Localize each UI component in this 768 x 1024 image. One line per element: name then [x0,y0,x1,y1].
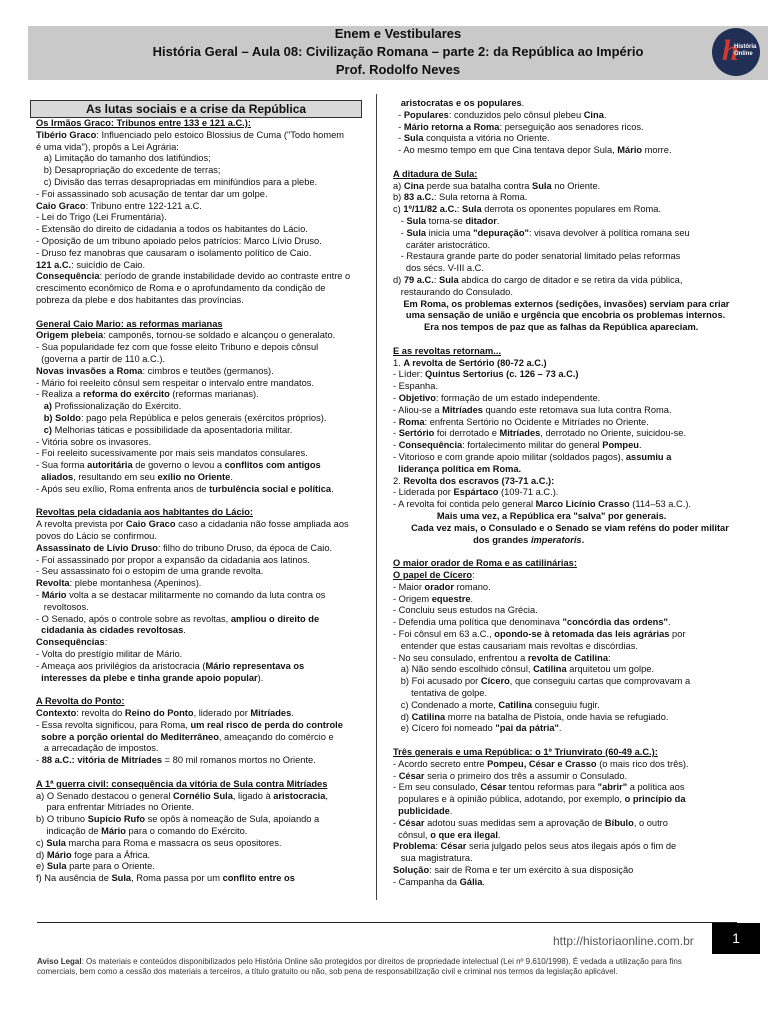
text-line: cidadania às cidades revoltosas. [41,625,186,636]
text-line: aristocratas e os populares. [400,98,525,108]
text-line: - Origem equestre. [393,593,474,604]
text-line: - Seu assassinato foi o estopim de uma grande revolta. [36,566,264,577]
text-line: - Mário foi reeleito cônsul sem respeitar o intervalo entre mandatos. [36,377,315,388]
text-line: b) Soldo: pago pela República e pelos generais (exércitos próprios). [43,413,327,423]
text-line: a arrecadação de impostos. [36,743,159,754]
text-line: - César seria o primeiro dos três a assumir o Consulado. [393,770,628,781]
text-line: - Consequência: fortalecimento militar do general Pompeu. [393,440,642,451]
section-title-box: As lutas sociais e a crise da República [30,100,362,118]
text-line: O maior orador de Roma e as catilinárias: [393,558,577,569]
text-line: - Roma: enfrenta Sertório no Ocidente e Mitríades no Oriente. [393,416,649,427]
text-line: - Objetivo: formação de um estado independente. [393,393,601,403]
text-line: General Caio Mario: as reformas marianas [36,318,223,329]
text-line: - Essa revolta significou, para Roma, um real risco de perda do controle [36,719,343,730]
text-line: - Sula inicia uma "depuração": visava devolver à política romana seu [393,227,690,238]
text-line: A Revolta do Ponto: [36,696,125,707]
text-line: povos do Lácio se confirmou. [36,531,157,541]
text-line: Novas invasões a Roma: cimbros e teutões (germanos). [36,365,274,376]
text-line: liderança política em Roma. [398,463,522,474]
text-line: f) Na ausência de Sula, Roma passa por um conflito entre os [36,873,295,884]
text-line: crescimento econômico de Roma e o aprofundamento da condição de [36,283,326,294]
text-line: Revolta: plebe montanhesa (Apeninos). [36,578,202,589]
text-line: - Druso fez manobras que causaram o isolamento político de Caio. [36,247,312,258]
text-line: b) Foi acusado por Cícero, que conseguiu cartas que comprovavam a [393,676,691,687]
text-line: - Mário volta a se destacar militarmente no comando da luta contra os [36,590,326,600]
text-line: - Realiza a reforma do exército (reformas marianas). [36,389,259,400]
text-line: - Sertório foi derrotado e Mitríades, derrotado no Oriente, suicidou-se. [393,428,687,439]
text-line: - Foi reeleito sucessivamente por mais seis mandatos consulares. [36,448,308,459]
text-line: a) Profissionalização do Exército. [43,401,182,412]
text-line: (governa a partir de 110 a.C.). [36,354,166,364]
text-line: a) Limitação do tamanho dos latifúndios; [36,153,211,164]
text-line: A 1ª guerra civil: consequência da vitória de Sula contra Mitríades [36,778,328,789]
text-line: - Sula conquista a vitória no Oriente. [393,133,550,144]
text-line: - Extensão do direito de cidadania a todos os habitantes do Lácio. [36,224,308,235]
text-line: populares e à opinião pública, adotando, por exemplo, o princípio da [393,794,686,805]
footer-rule [37,922,737,923]
text-line: restaurando do Consulado. [393,286,513,297]
text-line: - Acordo secreto entre Pompeu, César e Crasso (o mais rico dos três). [393,758,689,769]
historia-online-logo [712,28,760,76]
text-line: - Concluiu seus estudos na Grécia. [393,605,538,616]
text-line: b) O tribuno Supício Rufo se opôs à nomeação de Sula, apoiando a [36,814,320,825]
text-line: - Sua popularidade fez com que fosse eleito Tribuno e depois cônsul [36,342,319,353]
text-line: b) 83 a.C.: Sula retorna à Roma. [393,192,528,203]
header-title: Enem e Vestibulares [334,26,462,41]
text-line: - Mário retorna a Roma: perseguição aos senadores ricos. [393,121,644,132]
text-line: Revoltas pela cidadania aos habitantes do Lácio: [36,507,253,518]
text-line: b) Desapropriação do excedente de terras; [36,165,221,176]
text-line: - Foi cônsul em 63 a.C., opondo-se à retomada das leis agrárias por [393,629,686,639]
text-line: - Em seu consulado, César tentou reformas para "abrir" a política aos [393,782,685,793]
text-line: d) Mário foge para a África. [36,849,151,860]
text-line: interesses da plebe e tinha grande apoio popular). [41,672,264,683]
text-line: d) 79 a.C.: Sula abdica do cargo de ditador e se retira da vida pública, [393,275,683,285]
text-line: pobreza da plebe e dos habitantes das províncias. [36,295,244,305]
text-line: c) Condenado a morte, Catilina conseguiu fugir. [393,699,600,710]
text-line: Tibério Graco: Influenciado pelo estoico Blossius de Cuma ("Todo homem [36,129,345,140]
text-line: - Populares: conduzidos pelo cônsul plebeu Cina. [393,109,607,120]
text-line: - Maior orador romano. [393,581,491,592]
text-line: - Lei do Trigo (Lei Frumentária). [36,212,167,223]
text-line: 121 a.C.: suicídio de Caio. [36,259,146,270]
text-line: - Ao mesmo tempo em que Cina tentava depor Sula, Mário morre. [393,145,672,156]
text-line: Mais uma vez, a República era "salva" por generais. [436,511,667,521]
text-line: A ditadura de Sula: [393,168,478,179]
legal-notice-line-2: comerciais, bem como a cessão dos materiais a terceiros, a título gratuito ou não, sob pena de responsabilização civil e criminal nos termos da legislação aplicável. [37,967,618,976]
text-line: 1. A revolta de Sertório (80-72 a.C.) [393,357,547,368]
text-line: - Campanha da Gália. [393,876,486,887]
text-line: dos grandes imperatoris. [473,534,585,545]
text-line: publicidade. [398,806,453,816]
text-line: Era nos tempos de paz que as falhas da República apareciam. [424,322,699,333]
text-line: cônsul, o que era ilegal. [393,829,501,840]
text-line: - Sua forma autoritária de governo o levou a conflitos com antigos [36,460,321,471]
logo-text: História Online [734,44,757,57]
text-line: c) Melhorias táticas e possibilidade da aposentadoria militar. [43,424,293,435]
logo-h-mark: h [722,34,739,67]
text-line: c) Sula marcha para Roma e massacra os seus opositores. [36,837,282,848]
text-line: Consequência: período de grande instabilidade devido ao contraste entre o [36,271,351,282]
text-line: - Foi assassinado sob acusação de tentar dar um golpe. [36,188,268,199]
text-line: indicação de Mário para o comando do Exército. [36,826,248,836]
page-number: 1 [712,923,760,954]
text-line: Solução: sair de Roma e ter um exército à sua disposição [393,865,634,875]
text-line: - O Senado, após o controle sobre as revoltas, ampliou o direito de [36,613,320,624]
text-line: Origem plebeia: camponês, tornou-se soldado e alcançou o generalato. [36,330,336,341]
text-line: - Oposição de um tribuno apoiado pelos patrícios: Marco Lívio Druso. [36,236,322,246]
header-subtitle: História Geral – Aula 08: Civilização Romana – parte 2: da República ao Império [152,44,644,59]
text-line: caráter aristocrático. [393,239,491,250]
text-line: - Sula torna-se ditador. [393,216,500,226]
text-line: entender que estas causariam mais revoltas e discórdias. [393,640,638,651]
text-line: Contexto: revolta do Reino do Ponto, liderado por Mitríades. [36,708,294,718]
site-url[interactable]: http://historiaonline.com.br [553,934,694,948]
text-line: - A revolta foi contida pelo general Marco Licínio Crasso (114–53 a.C.). [393,499,692,510]
text-line: d) Catilina morre na batalha de Pistoia, onde havia se refugiado. [393,711,669,722]
text-line: Caio Graco: Tribuno entre 122-121 a.C. [36,200,202,211]
text-line: Em Roma, os problemas externos (sedições, invasões) serviam para criar [403,298,730,309]
text-line: e) Sula parte para o Oriente. [36,861,155,872]
text-line: é uma vida"), propôs a Lei Agrária: [36,141,179,152]
text-line: - Restaura grande parte do poder senatorial limitado pelas reformas [393,251,681,262]
text-line: - 88 a.C.: vitória de Mitríades = 80 mil romanos mortos no Oriente. [36,755,316,766]
text-line: - Vitória sobre os invasores. [36,436,152,447]
text-line: 2. Revolta dos escravos (73-71 a.C.): [393,475,555,486]
text-line: dos sécs. V-III a.C. [393,263,484,274]
text-line: - Espanha. [393,381,438,392]
text-line: para enfrentar Mitríades no Oriente. [36,802,195,813]
text-line: sua magistratura. [393,853,473,864]
text-line: Problema: César seria julgado pelos seus atos ilegais após o fim de [393,841,677,852]
text-line: - Líder: Quintus Sertorius (c. 126 – 73 a.C.) [393,369,579,380]
text-line: - Aliou-se a Mitríades quando este retomava sua luta contra Roma. [393,404,672,415]
text-line: revoltosos. [36,601,89,612]
text-line: Assassinato de Lívio Druso: filho do tribuno Druso, da época de Caio. [36,542,333,553]
text-line: c) Divisão das terras desapropriadas em minifúndios para a plebe. [36,177,318,187]
text-line: a) O Senado destacou o general Cornélio Sula, ligado à aristocracia, [36,790,329,801]
text-line: - Vitorioso e com grande apoio militar (soldados pagos), assumiu a [393,452,672,462]
text-line: - Ameaça aos privilégios da aristocracia (Mário representava os [36,660,305,671]
text-line: e) Cícero foi nomeado "pai da pátria". [393,723,562,734]
text-line: a) Não sendo escolhido cônsul, Catilina arquitetou um golpe. [393,664,655,675]
header-author: Prof. Rodolfo Neves [335,62,461,77]
text-line: - Após seu exílio, Roma enfrenta anos de turbulência social e política. [36,483,334,494]
text-line: Consequências: [36,637,108,648]
text-line: - Liderada por Espártaco (109-71 a.C.). [393,487,559,498]
text-line: a) Cina perde sua batalha contra Sula no Oriente. [393,180,601,191]
text-line: O papel de Cícero: [393,570,475,580]
text-line: sobre a porção oriental do Mediterrâneo, ameaçando do comércio e [41,731,334,742]
text-line: uma sensação de união e urgência que encobria os problemas internos. [405,310,726,321]
text-line: tentativa de golpe. [393,688,488,698]
text-line: E as revoltas retornam... [393,345,501,356]
text-line: Os Irmãos Graco: Tribunos entre 133 e 121 a.C.): [36,118,251,128]
legal-notice-line-1: Aviso Legal: Os materiais e conteúdos disponibilizados pelo História Online são protegidos por direitos de propriedade intelectual (Lei nº 9.610/1998). É vedada a utilização para fins [37,957,682,966]
text-line: aliados, resultando em seu exílio no Oriente. [41,472,233,482]
page-header [28,26,768,80]
column-divider [376,94,377,900]
text-line: Três generais e uma República: o 1º Triunvirato (60-49 a.C.): [393,747,658,757]
text-line: A revolta prevista por Caio Graco caso a cidadania não fosse ampliada aos [36,519,349,530]
text-line: - Foi assassinado por propor a expansão da cidadania aos latinos. [36,554,310,565]
text-line: - Defendia uma política que denominava "concórdia das ordens". [393,617,671,628]
text-line: c) 1º/11/82 a.C.: Sula derrota os oponentes populares em Roma. [393,204,662,215]
text-line: - Volta do prestígio militar de Mário. [36,649,183,659]
text-line: - No seu consulado, enfrentou a revolta de Catilina: [393,652,611,663]
text-line: Cada vez mais, o Consulado e o Senado se viam reféns do poder militar [411,522,729,533]
text-line: - César adotou suas medidas sem a aprovação de Bíbulo, o outro [393,817,668,828]
